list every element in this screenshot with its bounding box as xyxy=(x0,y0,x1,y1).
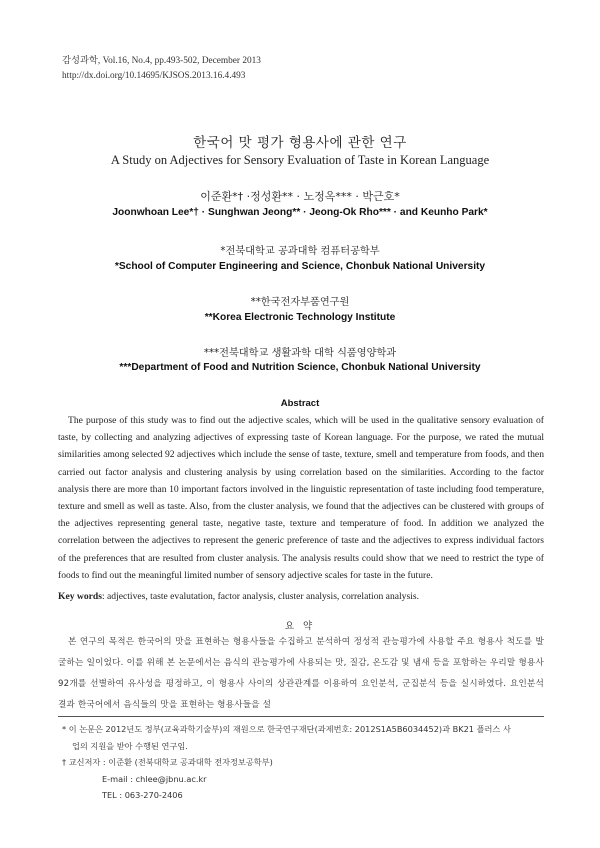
korean-summary-heading: 요 약 xyxy=(284,621,316,632)
affiliation-1-korean: *전북대학교 공과대학 컴퓨터공학부 xyxy=(220,246,380,257)
footnotes xyxy=(62,721,542,804)
author-phone: TEL : 063-270-2406 xyxy=(102,790,183,800)
keywords xyxy=(58,591,544,602)
keywords-text: : adjectives, taste evalutation, factor analysis, cluster analysis, correlation analysis. xyxy=(101,591,419,602)
funding-note-line-2: 업의 지원을 받아 수행된 연구임. xyxy=(72,740,188,751)
keywords-label: Key words xyxy=(58,591,102,602)
citation: 감성과학, Vol.16, No.4, pp.493-502, December 2013 xyxy=(62,56,261,66)
affiliation-1-english: *School of Computer Engineering and Science, Chonbuk National University xyxy=(114,261,486,272)
journal-header xyxy=(62,54,261,84)
author-email[interactable]: E-mail : chlee@jbnu.ac.kr xyxy=(102,773,207,784)
abstract-text: The purpose of this study was to find out the adjective scales, which will be used in the qualitative sensory evaluation of taste, by collecting and analyzing adjectives of expressing taste of Korean language. For the purpose, we rated the mutual similarities among selected 92 adjectives which include the sense of taste, texture, smell and temperature from foods, and then carried out factor analysis and clustering analysis by using correlation based on the similarities. According to the factor analysis there are more than 10 important factors involved in the linguistic representation of taste including food temperature, texture and smell as well as taste. Also, from the cluster analysis, we found that the adjectives can be clustered with groups of the adjectives representing general taste, negative taste, texture and temperature of food. In addition we analyzed the correlation between the adjectives to represent the generic preference of taste and the adjectives to express individual factors of the preferences that are resulted from cluster analysis. The analysis results could show that we need to restrict the type of foods to find out the meaningful limited number of sensory adjective scales for taste in the future. xyxy=(58,415,544,581)
affiliation-3-korean: ***전북대학교 생활과학 대학 식품영양학과 xyxy=(203,348,397,359)
title-korean: 한국어 맛 평가 형용사에 관한 연구 xyxy=(193,135,407,151)
abstract-heading: Abstract xyxy=(280,398,320,409)
authors-english: Joonwhoan Lee*† · Sunghwan Jeong** · Jeong-Ok Rho*** · and Keunho Park* xyxy=(112,207,488,218)
affiliation-3-english: ***Department of Food and Nutrition Science, Chonbuk National University xyxy=(119,362,481,373)
funding-note-line-1: * 이 논문은 2012년도 정부(교육과학기술부)의 재원으로 한국연구재단(과제번호: 2012S1A5B6034452)과 BK21 플러스 사 xyxy=(62,724,511,734)
doi-link[interactable]: http://dx.doi.org/10.14695/KJSOS.2013.16.4.493 xyxy=(62,71,246,81)
title-english: A Study on Adjectives for Sensory Evaluation of Taste in Korean Language xyxy=(110,153,490,167)
affiliation-2-english: **Korea Electronic Technology Institute xyxy=(204,312,396,323)
authors-korean: 이준환*† ·정성환** · 노정옥*** · 박근호* xyxy=(200,190,400,203)
footnote-divider xyxy=(58,716,544,717)
affiliation-2-korean: **한국전자부품연구원 xyxy=(250,297,350,308)
corresponding-author: † 교신저자 : 이준환 (전북대학교 공과대학 전자정보공학부) xyxy=(62,757,273,767)
korean-summary-text: 본 연구의 목적은 한국어의 맛을 표현하는 형용사들을 수집하고 분석하여 정성적 관능평가에 사용할 주요 형용사 척도를 발굴하는 일이었다. 이를 위해 본 논문에서는 음식의 관능평가에 사용되는 맛, 질감, 온도감 및 냄새 등을 포함하는 우리말 형용사 92개를 선별하여 유사성을 평정하고, 이 형용사 사이의 상관관계를 이용하여 요인분석, 군집분석 등을 실시하였다. 요인분석 결과 한국어에서 음식들의 맛을 표현하는 형용사들을 설 xyxy=(58,637,544,710)
